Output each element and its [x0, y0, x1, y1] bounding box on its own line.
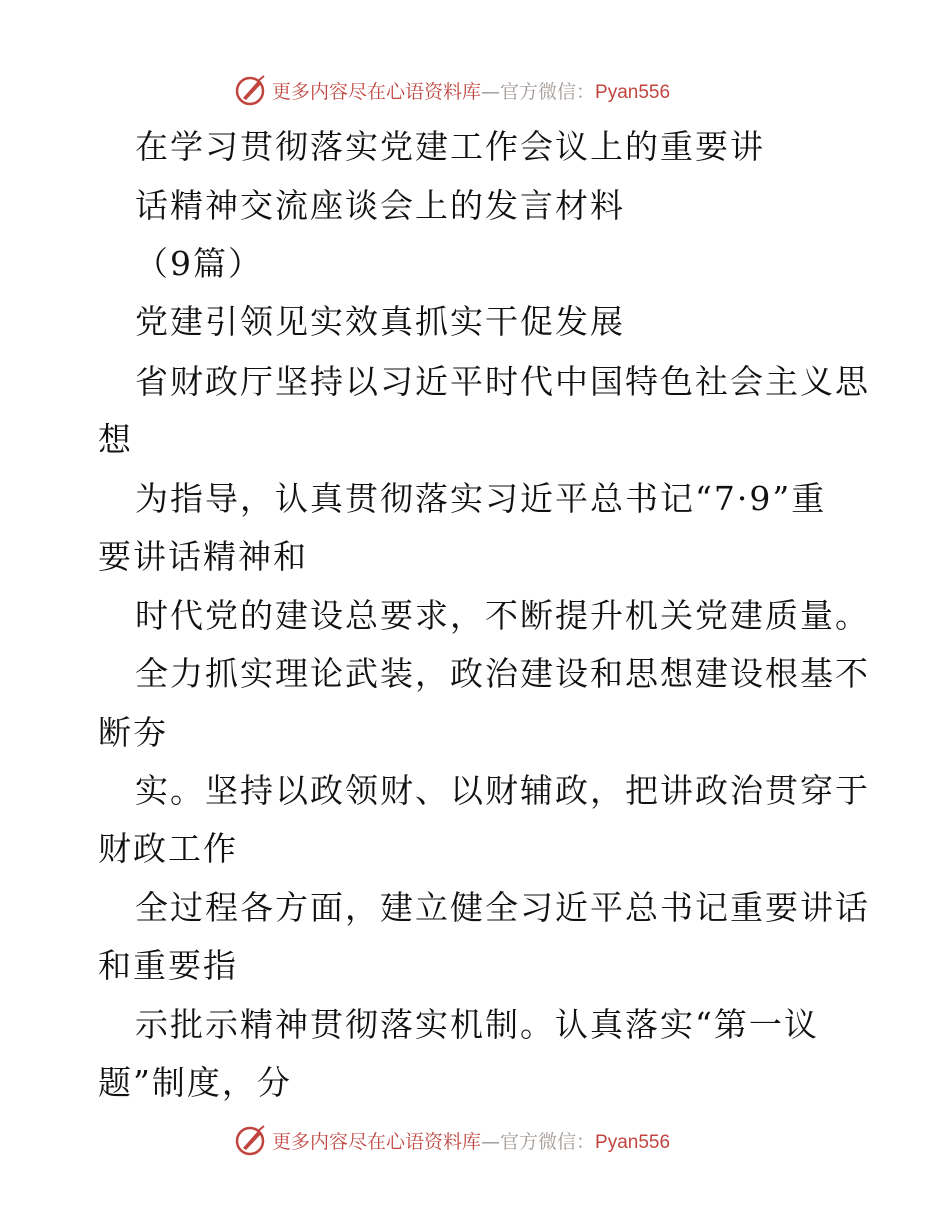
- footer-separator: —: [481, 1130, 501, 1153]
- body-line-5: 时代党的建设总要求，不断提升机关党建质量。: [135, 596, 870, 635]
- header-site-name: 更多内容尽在心语资料库: [272, 80, 482, 103]
- footer-banner: [234, 1122, 670, 1158]
- quill-logo-icon: [234, 73, 268, 107]
- footer-official-label: 官方微信：: [500, 1130, 596, 1153]
- header-text: [272, 77, 670, 104]
- footer-wechat-handle: Pyan556: [595, 1131, 671, 1153]
- body-line-8: 实。坚持以政领财、以财辅政，把讲政治贯穿于: [135, 771, 870, 810]
- body-line-3: 为指导，认真贯彻落实习近平总书记“7·9”重: [135, 479, 827, 518]
- header-banner: [234, 72, 670, 108]
- body-line-12: 示批示精神贯彻落实机制。认真落实“第一议: [135, 1005, 819, 1044]
- body-line-10: 全过程各方面，建立健全习近平总书记重要讲话: [135, 888, 870, 927]
- body-line-11: 和重要指: [98, 946, 238, 985]
- quill-logo-icon: [234, 1123, 268, 1157]
- body-line-4: 要讲话精神和: [98, 537, 308, 576]
- header-separator: —: [481, 80, 501, 103]
- body-line-2: 想: [98, 420, 133, 459]
- body-line-9: 财政工作: [98, 829, 238, 868]
- body-line-13: 题”制度，分: [98, 1063, 292, 1102]
- footer-site-name: 更多内容尽在心语资料库: [272, 1130, 482, 1153]
- section-heading: 党建引领见实效真抓实干促发展: [135, 302, 625, 341]
- body-line-1: 省财政厅坚持以习近平时代中国特色社会主义思: [135, 362, 870, 401]
- body-line-7: 断夯: [98, 713, 168, 752]
- document-title-line-2: 话精神交流座谈会上的发言材料: [135, 186, 625, 225]
- body-line-6: 全力抓实理论武装，政治建设和思想建设根基不: [135, 654, 870, 693]
- footer-text: [272, 1127, 670, 1154]
- document-title-count: （9篇）: [135, 244, 263, 283]
- header-official-label: 官方微信：: [500, 80, 596, 103]
- header-wechat-handle: Pyan556: [595, 81, 671, 103]
- document-title-line-1: 在学习贯彻落实党建工作会议上的重要讲: [135, 127, 765, 166]
